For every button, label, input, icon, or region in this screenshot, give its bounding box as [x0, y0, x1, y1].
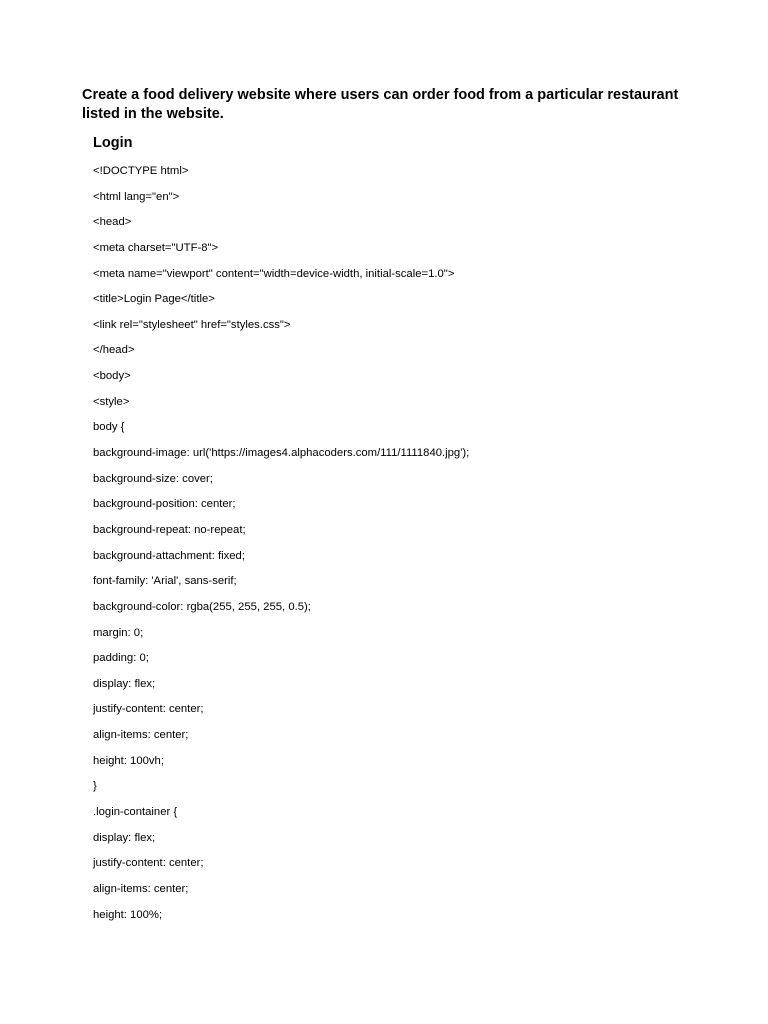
- code-line: </head>: [93, 344, 135, 357]
- code-line: .login-container {: [93, 806, 178, 819]
- code-line: <html lang="en">: [93, 190, 180, 203]
- code-line: height: 100%;: [93, 908, 163, 921]
- code-line: <style>: [93, 395, 130, 408]
- code-line: height: 100vh;: [93, 754, 164, 767]
- code-line: <meta charset="UTF-8">: [93, 241, 219, 254]
- code-line: background-repeat: no-repeat;: [93, 523, 246, 536]
- code-line: body {: [93, 421, 125, 434]
- section-title-login: Login: [93, 135, 133, 151]
- code-line: margin: 0;: [93, 626, 144, 639]
- code-line: <title>Login Page</title>: [93, 293, 215, 306]
- code-line: <link rel="stylesheet" href="styles.css">: [93, 318, 291, 331]
- code-line: display: flex;: [93, 677, 156, 690]
- code-line: align-items: center;: [93, 729, 189, 742]
- document-heading: Create a food delivery website where users can order food from a particular restaurant listed in the website.: [82, 87, 679, 122]
- code-line: <body>: [93, 370, 131, 383]
- code-line: background-color: rgba(255, 255, 255, 0.5);: [93, 600, 311, 613]
- code-line: display: flex;: [93, 831, 156, 844]
- code-line: <meta name="viewport" content="width=device-width, initial-scale=1.0">: [93, 267, 455, 280]
- code-line: font-family: 'Arial', sans-serif;: [93, 575, 237, 588]
- code-listing: [93, 163, 469, 932]
- code-line: justify-content: center;: [93, 703, 204, 716]
- code-line: background-attachment: fixed;: [93, 549, 245, 562]
- code-line: background-position: center;: [93, 498, 236, 511]
- code-line: <!DOCTYPE html>: [93, 165, 189, 177]
- code-line: align-items: center;: [93, 882, 189, 895]
- code-line: padding: 0;: [93, 652, 149, 665]
- code-line: <head>: [93, 216, 132, 229]
- code-line: background-size: cover;: [93, 472, 213, 485]
- code-line: }: [93, 780, 97, 793]
- code-line: justify-content: center;: [93, 857, 204, 870]
- code-line: background-image: url('https://images4.alphacoders.com/111/1111840.jpg');: [93, 447, 470, 460]
